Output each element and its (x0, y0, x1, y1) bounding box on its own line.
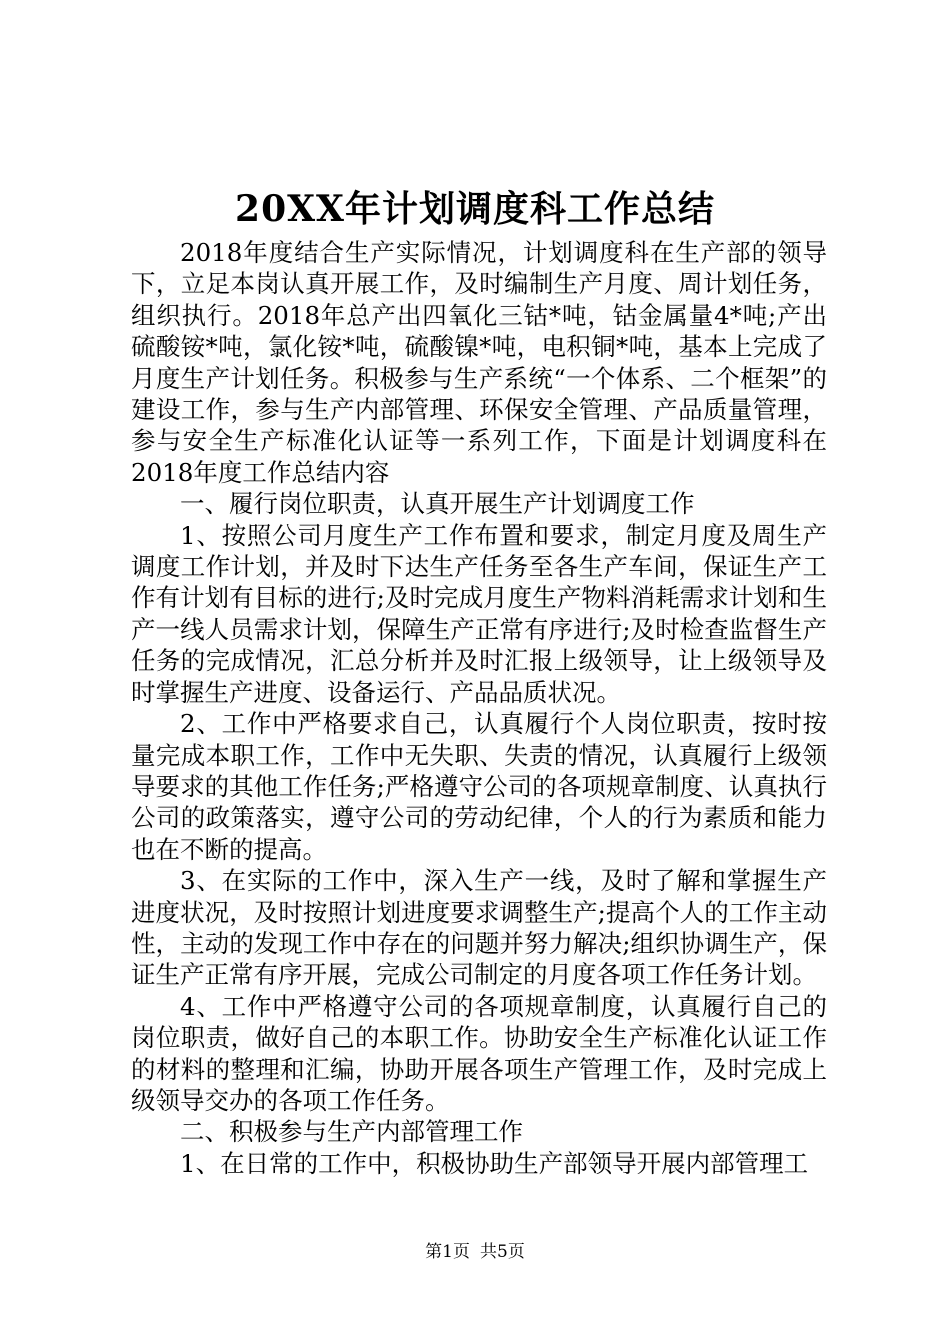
page-total: 共5页 (480, 1242, 525, 1262)
page-footer (0, 1240, 950, 1264)
section-heading-2: 二、积极参与生产内部管理工作 (180, 1117, 523, 1147)
paragraph-1-4: 4、工作中严格遵守公司的各项规章制度，认真履行自己的岗位职责，做好自己的本职工作。协助安全生产标准化认证工作的材料的整理和汇编，协助开展各项生产管理工作，及时完成上级领导交办的各项工作任务。 (131, 991, 827, 1115)
paragraph-1-1: 1、按照公司月度生产工作布置和要求，制定月度及周生产调度工作计划，并及时下达生产任务至各生产车间，保证生产工作有计划有目标的进行;及时完成月度生产物料消耗需求计划和生产一线人员需求计划，保障生产正常有序进行;及时检查监督生产任务的完成情况，汇总分析并及时汇报上级领导，让上级领导及时掌握生产进度、设备运行、产品品质状况。 (131, 520, 827, 707)
page-number: 第1页 (425, 1242, 470, 1262)
paragraph-1-2: 2、工作中严格要求自己，认真履行个人岗位职责，按时按量完成本职工作，工作中无失职、失责的情况，认真履行上级领导要求的其他工作任务;严格遵守公司的各项规章制度、认真执行公司的政策落实，遵守公司的劳动纪律，个人的行为素质和能力也在不断的提高。 (131, 709, 827, 864)
document-title: 20XX年计划调度科工作总结 (235, 188, 715, 230)
paragraph-1-3: 3、在实际的工作中，深入生产一线，及时了解和掌握生产进度状况，及时按照计划进度要求调整生产;提高个人的工作主动性，主动的发现工作中存在的问题并努力解决;组织协调生产，保证生产正常有序开展，完成公司制定的月度各项工作任务计划。 (131, 866, 827, 990)
paragraph-intro: 2018年度结合生产实际情况，计划调度科在生产部的领导下，立足本岗认真开展工作，及时编制生产月度、周计划任务，组织执行。2018年总产出四氧化三钴*吨，钴金属量4*吨;产出硫酸铵*吨，氯化铵*吨，硫酸镍*吨，电积铜*吨，基本上完成了月度生产计划任务。积极参与生产系统“一个体系、二个框架”的建设工作，参与生产内部管理、环保安全管理、产品质量管理，参与安全生产标准化认证等一系列工作，下面是计划调度科在2018年度工作总结内容 (131, 238, 827, 487)
section-heading-1: 一、履行岗位职责，认真开展生产计划调度工作 (180, 489, 695, 519)
paragraph-2-1: 1、在日常的工作中，积极协助生产部领导开展内部管理工 (180, 1148, 809, 1178)
document-body (131, 237, 827, 1179)
